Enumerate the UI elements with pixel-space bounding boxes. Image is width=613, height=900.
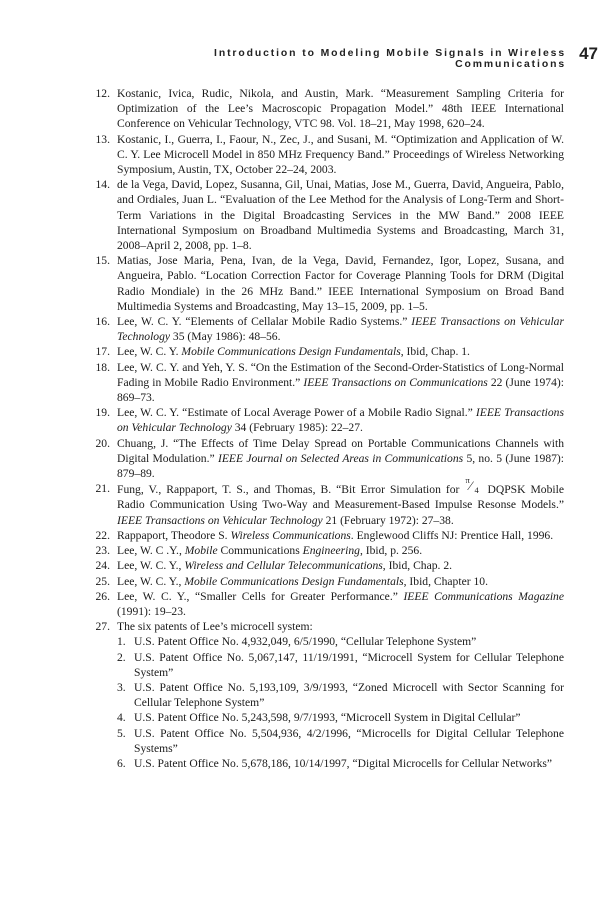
reference-text-roman: Lee, W. C. Y. “Estimate of Local Average Power of a Mobile Radio Signal.” <box>117 406 476 420</box>
reference-text <box>117 528 564 543</box>
patent-number: 5. <box>117 726 126 740</box>
reference-number: 17. <box>95 345 110 359</box>
reference-journal-title: IEEE Communications Magazine <box>403 589 564 603</box>
patent-number: 2. <box>117 650 126 664</box>
reference-item <box>86 344 564 359</box>
reference-text-roman: DQPSK Mobile Radio Communication Using Two-Way and Measurement-Based Impulse Resonse Models.” <box>117 483 564 512</box>
reference-item <box>86 405 564 435</box>
patent-item <box>117 756 564 771</box>
reference-text-roman: Fung, V., Rappaport, T. S., and Thomas, B. “Bit Error Simulation for <box>117 483 465 497</box>
reference-text: Matias, Jose Maria, Pena, Ivan, de la Vega, David, Fernandez, Igor, Lopez, Susana, and Angueira, Pablo. “Location Correction Factor for Coverage Planning Tools for DRM (Digital Radio Mondiale) in the 26 MHz Band.” IEEE International Symposium on Broad Band Multimedia Systems and Broadcasting, May 13–15, 2009, pp. 1–5. <box>117 254 564 313</box>
patent-item <box>117 710 564 725</box>
patent-text: U.S. Patent Office No. 5,504,936, 4/2/1996, “Microcells for Digital Cellular Telephone Systems” <box>134 726 564 755</box>
reference-text: de la Vega, David, Lopez, Susanna, Gil, Unai, Matias, Jose M., Guerra, David, Angueira, Pablo, and Ordiales, Juan L. “Evaluation of the Lee Method for the Analysis of Long-Term and Short-Term Variations in the Digital Broadcasting Services in the MW Band.” 2008 IEEE International Symposium on Broadband Multimedia Systems and Broadcasting, March 31, 2008–April 2, 2008, pp. 1–8. <box>117 178 564 253</box>
reference-text-roman: 21 (February 1972): 27–38. <box>322 513 454 527</box>
reference-journal-title: IEEE Transactions on Vehicular Technology <box>117 513 323 527</box>
reference-journal-title: IEEE Journal on Selected Areas in Communications <box>217 451 464 465</box>
reference-text-roman: , Ibid, p. 256. <box>359 544 423 558</box>
patent-number: 6. <box>117 756 126 770</box>
reference-item <box>86 314 564 344</box>
reference-book-title: Mobile Communications Design Fundamentals <box>181 345 401 359</box>
patent-item <box>117 634 564 649</box>
reference-text-roman: 22 (June 1974): 869–73. <box>117 375 564 405</box>
reference-text <box>117 344 564 359</box>
reference-text: Kostanic, Ivica, Rudic, Nikola, and Austin, Mark. “Measurement Sampling Criteria for Optimization of the Lee’s Macroscopic Propagation Model.” 48th IEEE International Conference on Vehicular Technology, VTC 98. Vol. 18–21, May 1998, 620–24. <box>117 87 564 131</box>
reference-item <box>86 177 564 253</box>
patent-text: U.S. Patent Office No. 4,932,049, 6/5/1990, “Cellular Telephone System” <box>134 635 477 649</box>
reference-text-roman: . Englewood Cliffs NJ: Prentice Hall, 1996. <box>350 528 554 542</box>
reference-book-title: Wireless Communications <box>230 528 351 542</box>
reference-text <box>117 436 564 482</box>
reference-text-roman: 35 (May 1986): 48–56. <box>170 330 281 344</box>
reference-book-title: Wireless and Cellular Telecommunications <box>184 559 383 573</box>
reference-number: 15. <box>95 254 110 268</box>
reference-number: 20. <box>95 436 110 450</box>
reference-text-roman: Rappaport, Theodore S. <box>117 528 231 542</box>
reference-number: 22. <box>95 528 110 542</box>
reference-item <box>86 543 564 558</box>
patent-number: 3. <box>117 680 126 694</box>
reference-text-roman: (1991): 19–23. <box>117 604 186 618</box>
reference-journal-title: IEEE Transactions on Vehicular Technology <box>117 406 564 435</box>
page-number: 47 <box>579 44 598 63</box>
patent-text: U.S. Patent Office No. 5,243,598, 9/7/1993, “Microcell System in Digital Cellular” <box>134 711 521 725</box>
reference-item <box>86 132 564 178</box>
reference-item <box>86 589 564 619</box>
reference-item <box>86 360 564 406</box>
reference-text-roman: 34 (February 1985): 22–27. <box>231 421 363 435</box>
reference-number: 12. <box>95 87 110 100</box>
reference-number: 24. <box>95 559 110 573</box>
reference-text <box>117 405 564 435</box>
reference-item <box>86 475 564 528</box>
reference-text-roman: Lee, W. C. Y., <box>117 574 185 588</box>
reference-number: 26. <box>95 589 110 603</box>
reference-text-roman: 5, no. 5 (June 1987): 879–89. <box>117 451 564 481</box>
reference-item <box>86 253 564 314</box>
reference-text <box>117 475 564 528</box>
reference-journal-title: IEEE Transactions on Vehicular Technology <box>117 315 564 344</box>
patent-number: 1. <box>117 635 126 649</box>
reference-text-roman: Lee, W. C. Y. <box>117 345 182 359</box>
patent-item <box>117 680 564 710</box>
reference-text-roman: Lee, W. C .Y., <box>117 544 185 558</box>
reference-book-title-part: Mobile <box>184 544 218 558</box>
reference-text <box>117 589 564 619</box>
reference-item <box>86 558 564 573</box>
reference-number: 13. <box>95 132 110 146</box>
reference-list <box>86 86 564 771</box>
reference-text-roman: Lee, W. C. Y., “Smaller Cells for Greater Performance.” <box>117 589 404 603</box>
patent-text: U.S. Patent Office No. 5,678,186, 10/14/1997, “Digital Microcells for Cellular Networks” <box>134 756 553 770</box>
patent-item <box>117 726 564 756</box>
reference-text-roman: Lee, W. C. Y. “Elements of Cellalar Mobile Radio Systems.” <box>117 315 412 329</box>
reference-item <box>86 86 564 132</box>
fraction-denominator: 4 <box>474 485 479 496</box>
reference-number: 27. <box>95 620 110 634</box>
reference-text <box>117 543 564 558</box>
reference-number: 21. <box>95 482 110 496</box>
reference-item <box>86 619 564 771</box>
reference-text <box>117 558 564 573</box>
reference-number: 25. <box>95 574 110 588</box>
reference-text-roman: , Ibid, Chap. 2. <box>382 559 453 573</box>
reference-text <box>117 574 564 589</box>
reference-text-roman: , Ibid, Chap. 1. <box>400 345 470 359</box>
reference-number: 14. <box>95 178 110 192</box>
reference-text-roman: , Ibid, Chapter 10. <box>403 574 488 588</box>
reference-text-roman: Chuang, J. “The Effects of Time Delay Spread on Portable Communications Channels with Digital Modulation.” <box>117 436 564 465</box>
patent-text: U.S. Patent Office No. 5,067,147, 11/19/1991, “Microcell System for Cellular Telephone System” <box>134 650 564 679</box>
reference-text-roman: Lee, W. C. Y. and Yeh, Y. S. “On the Estimation of the Second-Order-Statistics of Long-Normal Fading in Mobile Radio Environment.” <box>117 360 564 389</box>
patent-item <box>117 650 564 680</box>
reference-text: The six patents of Lee’s microcell system: <box>117 620 313 634</box>
reference-book-title-part: Engineering <box>302 544 360 558</box>
reference-text <box>117 314 564 344</box>
patent-list <box>117 634 564 771</box>
page-header <box>100 44 600 70</box>
patent-text: U.S. Patent Office No. 5,193,109, 3/9/1993, “Zoned Microcell with Sector Scanning for Cellular Telephone System” <box>134 680 564 710</box>
fraction-numerator: π <box>465 475 470 486</box>
reference-text-roman: Lee, W. C. Y., <box>117 559 185 573</box>
reference-number: 19. <box>95 406 110 420</box>
reference-item <box>86 574 564 589</box>
patent-number: 4. <box>117 711 126 725</box>
reference-text-roman: Communications <box>217 544 303 558</box>
reference-text <box>117 360 564 406</box>
pi-over-4-fraction <box>464 475 482 496</box>
reference-number: 16. <box>95 315 110 329</box>
reference-number: 18. <box>95 360 110 374</box>
reference-text: Kostanic, I., Guerra, I., Faour, N., Zec, J., and Susani, M. “Optimization and Application of W. C. Y. Lee Microcell Model in 850 MHz Frequency Band.” Proceedings of Wireless Networking Symposium, Austin, TX, October 22–24, 2003. <box>117 132 564 177</box>
running-head: Introduction to Modeling Mobile Signals in Wireless Communications <box>214 48 566 70</box>
reference-book-title: Mobile Communications Design Fundamentals <box>184 574 404 588</box>
reference-item <box>86 528 564 543</box>
reference-item <box>86 436 564 482</box>
reference-journal-title: IEEE Transactions on Communications <box>303 375 488 389</box>
fraction-slash: ⁄ <box>469 478 472 494</box>
reference-number: 23. <box>95 544 110 558</box>
